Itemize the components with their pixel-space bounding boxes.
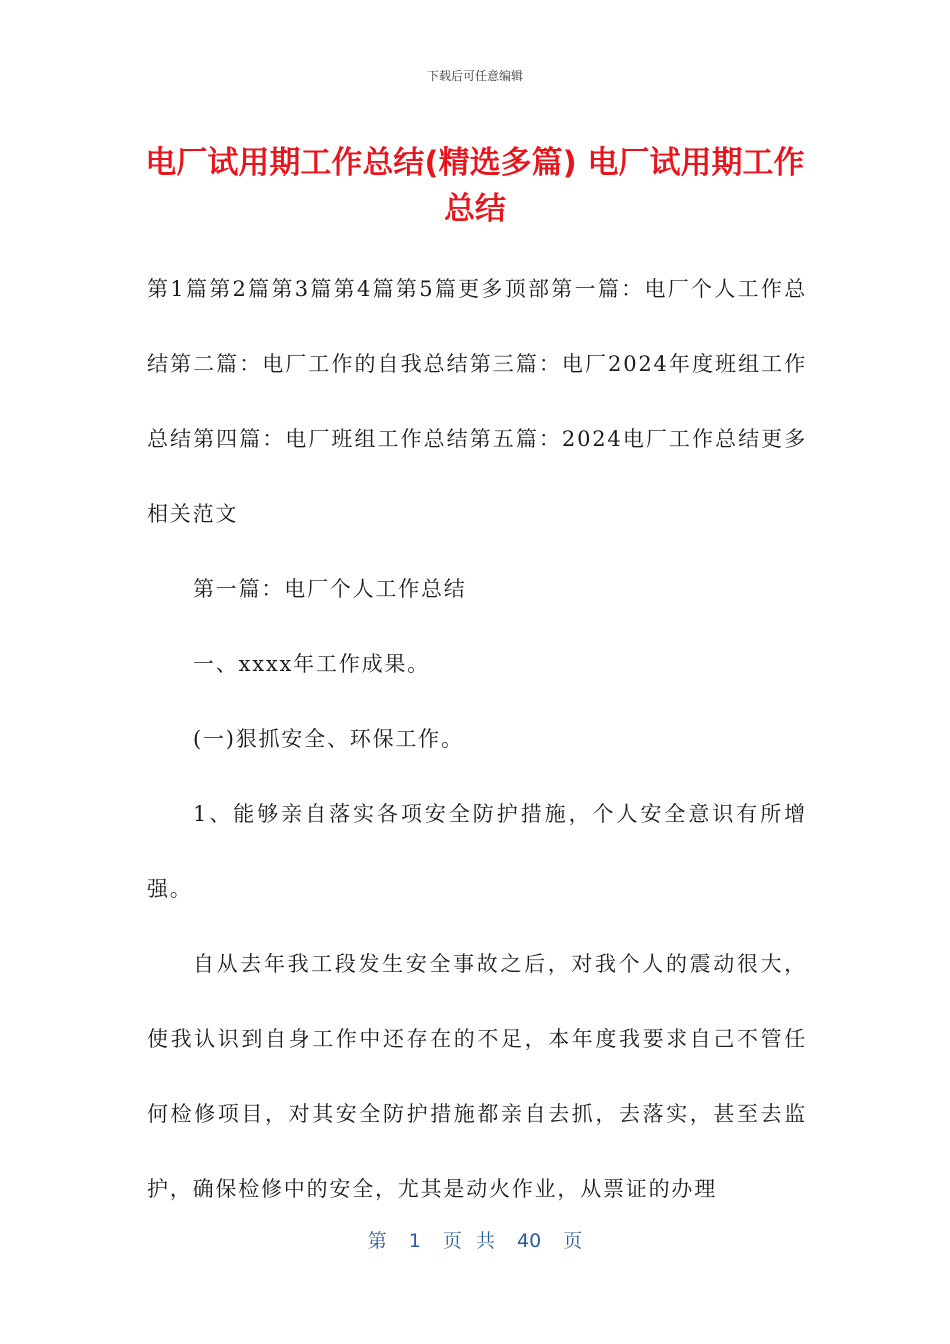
paragraph-toc: 第1篇第2篇第3篇第4篇第5篇更多顶部第一篇：电厂个人工作总结第二篇：电厂工作的自我总结第三篇：电厂2024年度班组工作总结第四篇：电厂班组工作总结第五篇：2024电厂工作总结更多相关范文 [147, 277, 807, 526]
paragraph-body-1: 自从去年我工段发生安全事故之后，对我个人的震动很大，使我认识到自身工作中还存在的不足，本年度我要求自己不管任何检修项目，对其安全防护措施都亲自去抓，去落实，甚至去监护，确保检修中的安全，尤其是动火作业，从票证的办理 [147, 952, 807, 1201]
paragraph-heading-1: 一、xxxx年工作成果。 [193, 652, 430, 676]
document-body [147, 252, 807, 1227]
page-current: 1 [408, 1230, 421, 1252]
paragraph-item-1: 1、能够亲自落实各项安全防护措施，个人安全意识有所增强。 [147, 802, 807, 901]
paragraph-subheading-1: (一)狠抓安全、环保工作。 [193, 727, 464, 751]
header-note: 下载后可任意编辑 [426, 69, 523, 83]
page-total: 40 [517, 1230, 542, 1252]
document-title: 电厂试用期工作总结(精选多篇) 电厂试用期工作总结 [145, 145, 805, 227]
paragraph-section-heading: 第一篇：电厂个人工作总结 [193, 577, 467, 601]
page-suffix: 页 [563, 1230, 583, 1252]
page-prefix: 第 [367, 1230, 387, 1252]
page-footer [0, 1226, 950, 1253]
page-middle: 页 共 [442, 1230, 495, 1252]
